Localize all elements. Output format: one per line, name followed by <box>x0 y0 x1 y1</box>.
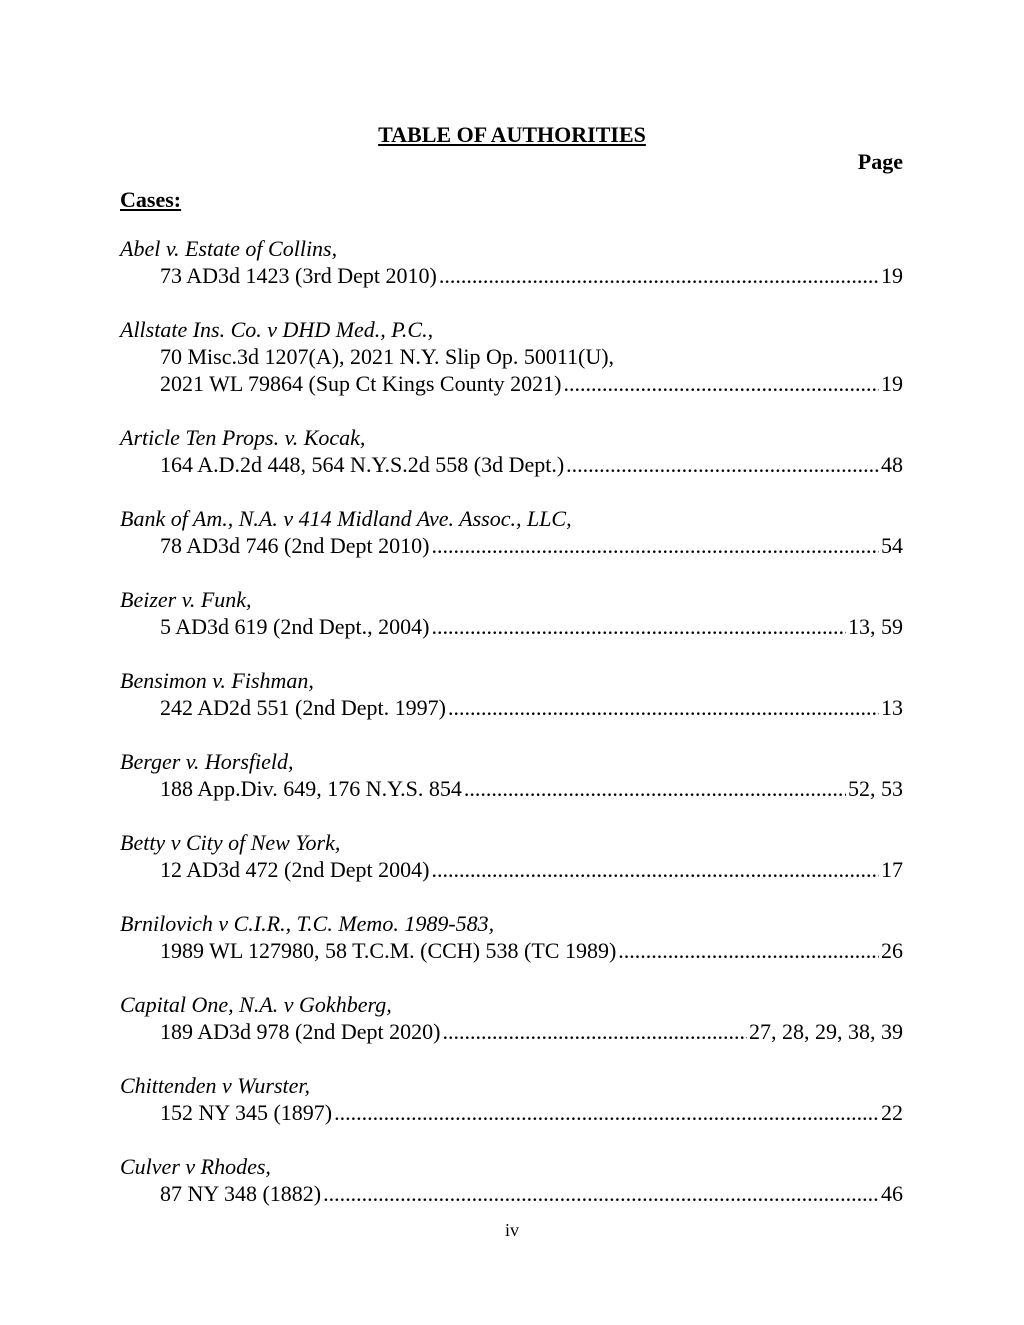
dot-leader <box>442 1018 747 1045</box>
citation-text: 87 NY 348 (1882) <box>160 1181 322 1206</box>
authority-entry <box>120 829 903 883</box>
page-number: iv <box>504 1220 519 1240</box>
case-name: Berger v. Horsfield, <box>120 749 294 774</box>
citation-row <box>120 1180 903 1207</box>
case-name: Chittenden v Wurster, <box>120 1073 311 1098</box>
authority-entry <box>120 235 903 289</box>
dot-leader <box>431 532 879 559</box>
page-references: 19 <box>881 371 903 396</box>
authority-entry <box>120 910 903 964</box>
citation-row <box>120 856 903 883</box>
citation-text: 242 AD2d 551 (2nd Dept. 1997) <box>160 695 446 720</box>
page-references: 22 <box>881 1100 903 1125</box>
dot-leader <box>566 451 879 478</box>
citation-text: 2021 WL 79864 (Sup Ct Kings County 2021) <box>160 371 562 396</box>
authority-entry <box>120 586 903 640</box>
authority-entry <box>120 991 903 1045</box>
dot-leader <box>431 856 879 883</box>
page-references: 48 <box>881 452 903 477</box>
authorities-list <box>120 235 903 1234</box>
authority-entry <box>120 667 903 721</box>
dot-leader <box>439 262 879 289</box>
dot-leader <box>618 937 879 964</box>
citation-text: 78 AD3d 746 (2nd Dept 2010) <box>160 533 430 558</box>
citation-text: 164 A.D.2d 448, 564 N.Y.S.2d 558 (3d Dept.) <box>160 452 565 477</box>
case-name: Brnilovich v C.I.R., T.C. Memo. 1989-583, <box>120 911 495 936</box>
dot-leader <box>323 1180 879 1207</box>
authority-entry <box>120 316 903 397</box>
citation-text: 73 AD3d 1423 (3rd Dept 2010) <box>160 263 437 288</box>
citation-text: 152 NY 345 (1897) <box>160 1100 333 1125</box>
page-references: 27, 28, 29, 38, 39 <box>749 1019 903 1044</box>
citation-row <box>120 694 903 721</box>
authority-entry <box>120 1153 903 1207</box>
citation-row <box>120 370 903 397</box>
citation-row <box>120 532 903 559</box>
dot-leader <box>448 694 879 721</box>
citation-row <box>120 451 903 478</box>
page-column-label: Page <box>857 149 903 174</box>
page-references: 19 <box>881 263 903 288</box>
page-references: 46 <box>881 1181 903 1206</box>
citation-text: 188 App.Div. 649, 176 N.Y.S. 854 <box>160 776 462 801</box>
page-references: 17 <box>881 857 903 882</box>
section-heading-cases: Cases: <box>120 187 182 212</box>
page-title: TABLE OF AUTHORITIES <box>378 122 646 147</box>
citation-text: 12 AD3d 472 (2nd Dept 2004) <box>160 857 430 882</box>
citation-row <box>120 1099 903 1126</box>
citation-row <box>120 937 903 964</box>
page-references: 54 <box>881 533 903 558</box>
authority-entry <box>120 748 903 802</box>
case-name: Culver v Rhodes, <box>120 1154 271 1179</box>
page-references: 13 <box>881 695 903 720</box>
authority-entry <box>120 424 903 478</box>
citation-row <box>120 262 903 289</box>
authority-entry <box>120 505 903 559</box>
case-name: Abel v. Estate of Collins, <box>120 236 338 261</box>
dot-leader <box>464 775 846 802</box>
citation-row <box>120 613 903 640</box>
citation-text: 1989 WL 127980, 58 T.C.M. (CCH) 538 (TC 1989) <box>160 938 617 963</box>
case-name: Beizer v. Funk, <box>120 587 252 612</box>
citation-row <box>120 775 903 802</box>
authority-entry <box>120 1072 903 1126</box>
dot-leader <box>334 1099 879 1126</box>
page-references: 13, 59 <box>848 614 903 639</box>
case-name: Article Ten Props. v. Kocak, <box>120 425 366 450</box>
citation-text: 5 AD3d 619 (2nd Dept., 2004) <box>160 614 430 639</box>
dot-leader <box>431 613 846 640</box>
case-name: Allstate Ins. Co. v DHD Med., P.C., <box>120 317 434 342</box>
citation-text: 189 AD3d 978 (2nd Dept 2020) <box>160 1019 441 1044</box>
citation-row <box>120 1018 903 1045</box>
case-name: Bank of Am., N.A. v 414 Midland Ave. Assoc., LLC, <box>120 506 572 531</box>
dot-leader <box>564 370 879 397</box>
page-references: 52, 53 <box>848 776 903 801</box>
citation-line: 70 Misc.3d 1207(A), 2021 N.Y. Slip Op. 50011(U), <box>160 344 615 369</box>
case-name: Capital One, N.A. v Gokhberg, <box>120 992 392 1017</box>
page-references: 26 <box>881 938 903 963</box>
case-name: Bensimon v. Fishman, <box>120 668 314 693</box>
case-name: Betty v City of New York, <box>120 830 341 855</box>
